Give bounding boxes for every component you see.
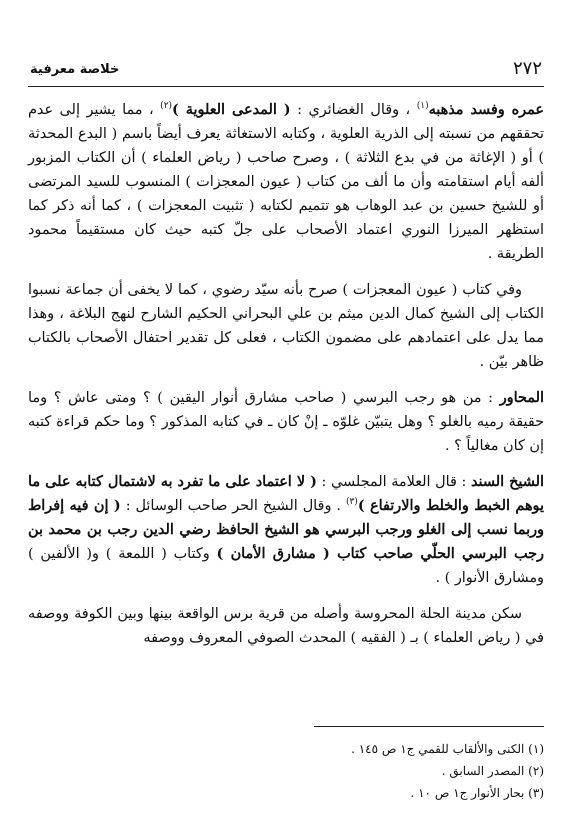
paragraph-5: سكن مدينة الحلة المحروسة وأصله من قرية برس الواقعة بينها وبين الكوفة ووصفه في ( رياض العلماء ) بـ ( الفقيه ) المحدث الصوفي المعروف ووصفه — [28, 606, 544, 646]
footnotes — [28, 738, 544, 804]
page-number: ٢٧٢ — [512, 58, 542, 79]
running-title: خلاصة معرفية — [30, 62, 120, 77]
p4-quote-hurr: ( إن فيه إفراط وربما نسب إلى الغلو ورجب البرسي هو الشيخ الحافظ رضي الدين رجب بن محمد بن رجب البرسي الحلّي صاحب كتاب ( مشارق الأمان ) — [28, 497, 544, 562]
p1-bold-start: عمره وفسد مذهبه — [428, 101, 545, 118]
footnote-ref-2: (٢) — [160, 101, 173, 112]
footnote-1: (١) الكنى والألقاب للقمي ج١ ص ١٤٥ . — [351, 742, 544, 756]
page-header — [30, 52, 542, 82]
footnote-ref-1: (١) — [416, 101, 429, 112]
p4-text-b: . وقال الشيخ الحر صاحب الوسائل : — [120, 498, 346, 514]
p3-text: : من هو رجب البرسي ( صاحب مشارق أنوار اليقين ) ؟ ومتى عاش ؟ وما حقيقة رميه بالغلو ؟ وهل يتبيّن غلوّه ـ إنْ كان ـ في كتابه المذكور ؟ وما حكم قراءة كتبه إن كان مغالياً ؟ . — [28, 390, 544, 454]
p4-label: الشيخ السند — [470, 473, 544, 490]
p3-label: المحاور — [499, 389, 544, 406]
paragraph-2: وفي كتاب ( عيون المعجزات ) صرح بأنه سيّد رضوي ، كما لا يخفى أن جماعة نسبوا الكتاب إلى الشيخ كمال الدين ميثم بن علي البحراني الحكيم الشارح لنهج البلاغة ، وهذا مما يدل على اعتمادهم على مضمون الكتاب ، فعلى كل تقدير احتفال الأصحاب بالكتاب ظاهر بيّن . — [28, 282, 544, 370]
footnote-rule — [314, 726, 544, 727]
p4-text-a: : قال العلامة المجلسي : — [316, 474, 471, 490]
footnote-ref-3: (٣) — [345, 497, 358, 508]
main-text — [28, 98, 544, 662]
p1-text-b: ، مما يشير إلى عدم تحققهم من نسبته إلى الذرية العلوية ، وكتابه الاستغاثة يعرف أيضاً باسم ( البدع المحدثة ) أو ( الإغاثة من في بدع الثلاثة ) ، وصرح صاحب ( رياض العلماء ) أن الكتاب المزبور ألفه أيام استقامته وأن ما ألف من كتاب ( عيون المعجزات ) المنسوب للسيد المرتضى أو للشيخ حسين بن عبد الوهاب هو تتميم لكتابه ( تثبيت المعجزات ) ، كما أنه ذكر كما استظهر الميرزا النوري اعتماد الأصحاب على جلّ كتبه حيث كان مستقيماً محمود الطريقة . — [28, 102, 544, 262]
p4-text-c: وكتاب ( اللمعة ) و( الألفين ) ومشارق الأنوار ) . — [28, 546, 544, 586]
p1-text-a: ، وقال الغضائري : — [290, 102, 417, 118]
paragraph-3 — [28, 386, 544, 458]
paragraph-1 — [28, 98, 544, 266]
header-rule — [28, 86, 544, 87]
paragraph-4 — [28, 470, 544, 590]
footnote-3: (٣) بحار الأنوار ج١ ص ١٠ . — [410, 786, 544, 800]
p1-bold-quote: ( المدعى العلوية ) — [172, 101, 291, 118]
p4-quote-majlisi: ( لا اعتماد على ما تفرد به لاشتمال كتابه على ما يوهم الخبط والخلط والارتفاع ) — [28, 473, 544, 514]
footnote-2: (٢) المصدر السابق . — [441, 764, 544, 778]
